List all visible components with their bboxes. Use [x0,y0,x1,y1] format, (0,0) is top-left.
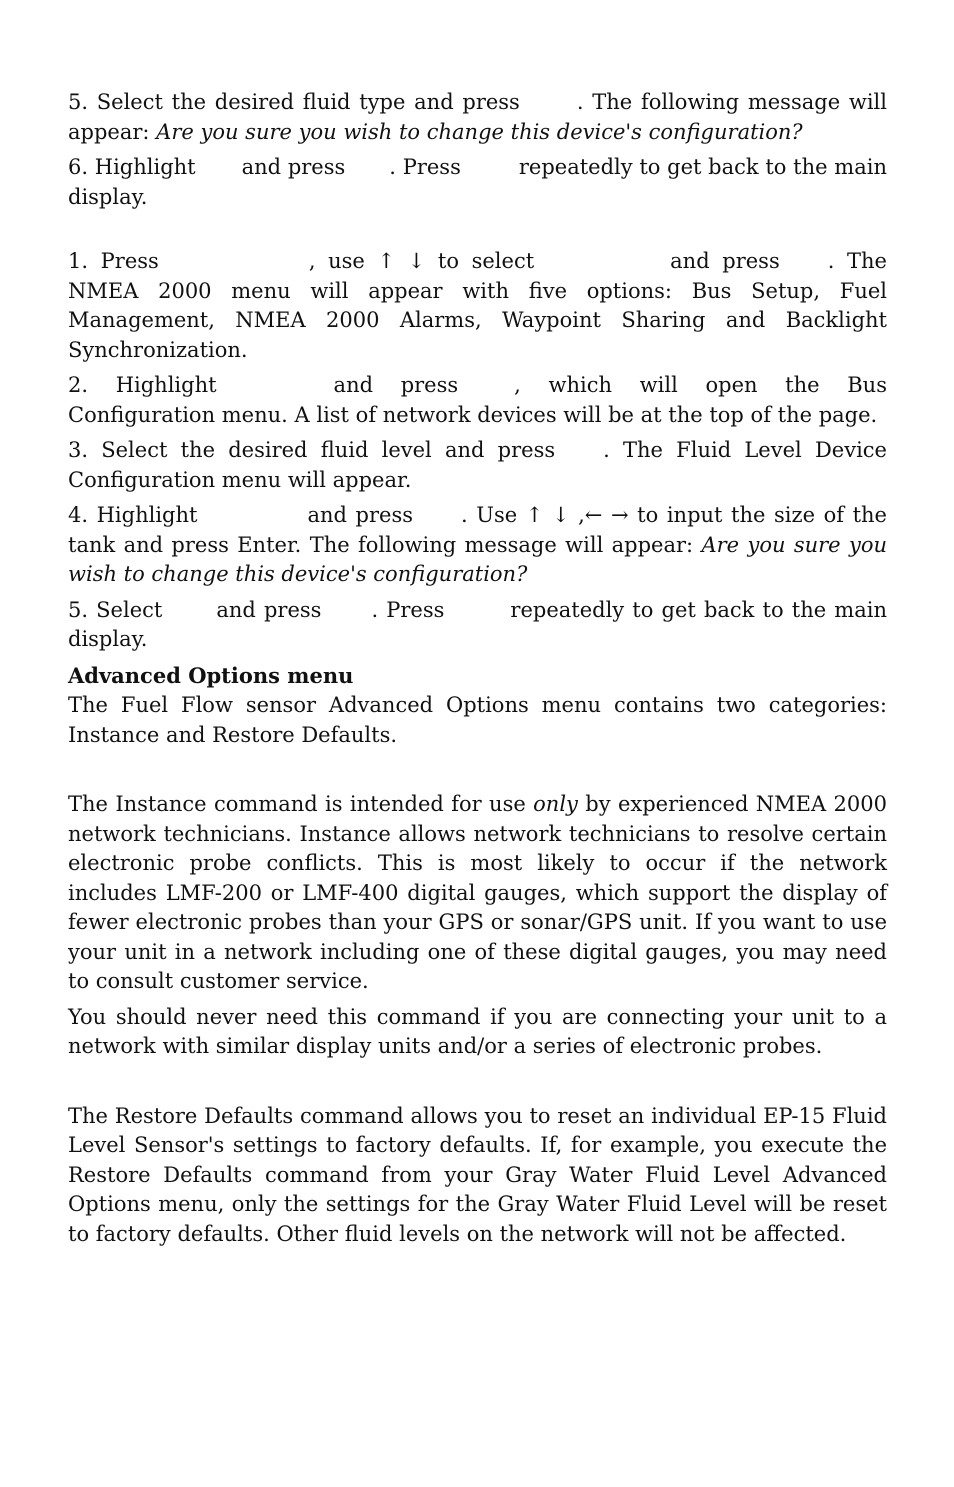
advanced-options-intro: The Fuel Flow sensor Advanced Options menu contains two categories: Instance and Restore Defaults. [68,693,887,747]
restore-defaults-paragraph: The Restore Defaults command allows you to reset an individual EP-15 Fluid Level Sensor's settings to factory defaults. If, for example, you execute the Restore Defaults command from your Gray Water Fluid Level Advanced Options menu, only the settings for the Gray Water Fluid Level will be reset to factory defaults. Other fluid levels on the network will not be affected. [68,1103,887,1246]
step-1-press: 1. Press , use ↑ ↓ to select and press . The NMEA 2000 menu will appear with five options: Bus Setup, Fuel Management, NMEA 2000 Alarms, Waypoint Sharing and Backlight Synchronization. [68,249,887,362]
advanced-options-heading: Advanced Options menu [68,662,354,688]
step-3-select-level: 3. Select the desired fluid level and press . The Fluid Level Device Configuration menu will appear. [68,438,887,492]
instance-note: You should never need this command if you are connecting your unit to a network with similar display units and/or a series of electronic probes. [68,1004,887,1058]
step-2-highlight: 2. Highlight and press , which will open the Bus Configuration menu. A list of network devices will be at the top of the page. [68,373,887,427]
manual-page [68,88,887,1255]
instance-paragraph: The Instance command is intended for use only by experienced NMEA 2000 network technicians. Instance allows network technicians to resolve certain electronic probe conflicts. This is most likely to occur if the network includes LMF-200 or LMF-400 digital gauges, which support the display of fewer electronic probes than your GPS or sonar/GPS unit. If you want to use your unit in a network including one of these digital gauges, you may need to consult customer service. [68,792,887,993]
step-4-highlight: 4. Highlight and press . Use ↑ ↓ ,← → to input the size of the tank and press Enter. The following message will appear: Are you sure you wish to change this device's configuration? [68,503,887,586]
step-5-fluid-type: 5. Select the desired fluid type and press . The following message will appear: Are you sure you wish to change this device's configuration? [68,90,887,144]
step-6-highlight: 6. Highlight and press . Press repeatedly to get back to the main display. [68,155,887,209]
step-5-select: 5. Select and press . Press repeatedly to get back to the main display. [68,597,887,651]
